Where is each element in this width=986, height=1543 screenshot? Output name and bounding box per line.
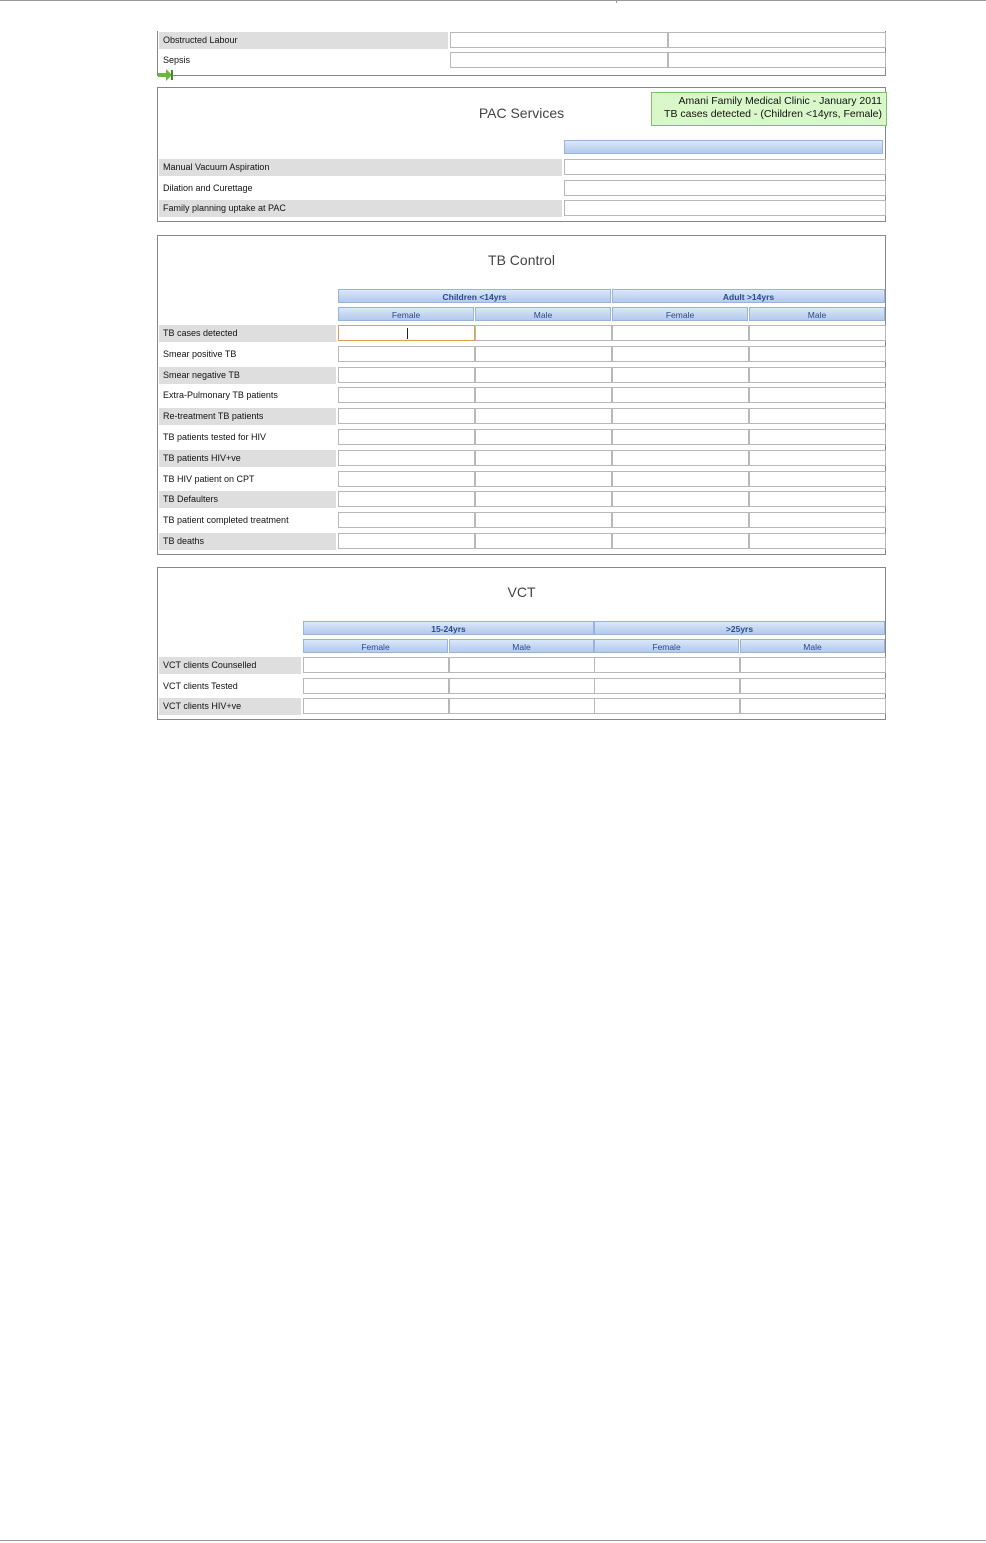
input-extra-pulmonary-tb-patients-1[interactable] bbox=[475, 387, 612, 403]
row-label-extra-pulmonary-tb-patients: Extra-Pulmonary TB patients bbox=[163, 390, 278, 401]
row-label-tb-deaths: TB deaths bbox=[159, 533, 336, 550]
input-smear-negative-tb-3[interactable] bbox=[749, 367, 886, 383]
input-extra-pulmonary-tb-patients-2[interactable] bbox=[612, 387, 749, 403]
input-tb-deaths-2[interactable] bbox=[612, 533, 749, 549]
row-label-tb-defaulters: TB Defaulters bbox=[159, 491, 336, 508]
row-label-dnc: Dilation and Curettage bbox=[163, 183, 253, 193]
header-sub-male-1: Male bbox=[449, 639, 594, 653]
input-tb-hiv-patient-on-cpt-1[interactable] bbox=[475, 471, 612, 487]
input-tb-defaulters-0[interactable] bbox=[338, 491, 475, 507]
header-group-25yrs: >25yrs bbox=[594, 621, 885, 635]
input-extra-pulmonary-tb-patients-3[interactable] bbox=[749, 387, 886, 403]
input-vct-clients-counselled-1[interactable] bbox=[449, 657, 595, 673]
input-re-treatment-tb-patients-3[interactable] bbox=[749, 408, 886, 424]
input-tb-patients-hiv-ve-2[interactable] bbox=[612, 450, 749, 466]
input-vct-clients-counselled-3[interactable] bbox=[740, 657, 886, 673]
input-fp-uptake[interactable] bbox=[564, 200, 886, 216]
input-smear-positive-tb-0[interactable] bbox=[338, 346, 475, 362]
input-tb-patients-tested-for-hiv-3[interactable] bbox=[749, 429, 886, 445]
input-vct-clients-counselled-0[interactable] bbox=[303, 657, 449, 673]
header-sub-female-0: Female bbox=[303, 639, 448, 653]
vct-title: VCT bbox=[507, 584, 536, 600]
input-tb-cases-detected-1[interactable] bbox=[475, 325, 612, 341]
input-extra-pulmonary-tb-patients-0[interactable] bbox=[338, 387, 475, 403]
input-tb-deaths-3[interactable] bbox=[749, 533, 886, 549]
tooltip-line-1: Amani Family Medical Clinic - January 2011 bbox=[678, 95, 882, 107]
pac-title: PAC Services bbox=[478, 105, 565, 121]
row-label-vct-clients-hiv-ve: VCT clients HIV+ve bbox=[159, 698, 301, 715]
input-tb-patients-hiv-ve-1[interactable] bbox=[475, 450, 612, 466]
input-re-treatment-tb-patients-2[interactable] bbox=[612, 408, 749, 424]
input-tb-cases-detected-0[interactable] bbox=[338, 325, 475, 341]
row-label-sepsis: Sepsis bbox=[163, 55, 191, 65]
input-tb-deaths-1[interactable] bbox=[475, 533, 612, 549]
input-tb-patients-hiv-ve-3[interactable] bbox=[749, 450, 886, 466]
input-vct-clients-hiv-ve-1[interactable] bbox=[449, 698, 595, 714]
row-label-tb-patients-hiv-ve: TB patients HIV+ve bbox=[159, 450, 336, 467]
header-sub-male-3: Male bbox=[740, 639, 885, 653]
input-tb-patients-tested-for-hiv-2[interactable] bbox=[612, 429, 749, 445]
input-smear-positive-tb-2[interactable] bbox=[612, 346, 749, 362]
bottom-divider bbox=[0, 1540, 986, 1541]
row-label-re-treatment-tb-patients: Re-treatment TB patients bbox=[159, 408, 336, 425]
row-label-obstructed-labour: Obstructed Labour bbox=[159, 32, 448, 49]
header-sub-female-2: Female bbox=[612, 307, 748, 321]
header-group-children-14yrs: Children <14yrs bbox=[338, 289, 611, 303]
input-vct-clients-tested-3[interactable] bbox=[740, 678, 886, 694]
input-smear-negative-tb-2[interactable] bbox=[612, 367, 749, 383]
input-vct-clients-counselled-2[interactable] bbox=[594, 657, 740, 673]
tooltip-line-2: TB cases detected - (Children <14yrs, Female) bbox=[664, 108, 882, 120]
input-tb-defaulters-3[interactable] bbox=[749, 491, 886, 507]
input-vct-clients-tested-1[interactable] bbox=[449, 678, 595, 694]
input-tb-hiv-patient-on-cpt-0[interactable] bbox=[338, 471, 475, 487]
input-tb-patients-tested-for-hiv-0[interactable] bbox=[338, 429, 475, 445]
input-tb-patient-completed-treatment-1[interactable] bbox=[475, 512, 612, 528]
tb-section bbox=[157, 235, 886, 555]
input-re-treatment-tb-patients-1[interactable] bbox=[475, 408, 612, 424]
input-re-treatment-tb-patients-0[interactable] bbox=[338, 408, 475, 424]
header-sub-male-1: Male bbox=[475, 307, 611, 321]
row-label-fp-uptake: Family planning uptake at PAC bbox=[159, 200, 562, 217]
top-divider bbox=[0, 0, 986, 1]
row-label-smear-positive-tb: Smear positive TB bbox=[163, 348, 237, 359]
maternal-section bbox=[157, 31, 886, 76]
input-tb-deaths-0[interactable] bbox=[338, 533, 475, 549]
pac-column-header bbox=[564, 140, 883, 154]
cell-info-tooltip bbox=[651, 92, 887, 126]
input-sepsis-2[interactable] bbox=[668, 52, 886, 68]
top-divider-tick bbox=[616, 0, 617, 3]
row-label-smear-negative-tb: Smear negative TB bbox=[159, 367, 336, 384]
pac-section bbox=[157, 87, 886, 222]
header-group-15-24yrs: 15-24yrs bbox=[303, 621, 594, 635]
input-tb-cases-detected-3[interactable] bbox=[749, 325, 886, 341]
input-dnc[interactable] bbox=[564, 180, 886, 196]
input-sepsis-1[interactable] bbox=[450, 52, 668, 68]
header-sub-male-3: Male bbox=[749, 307, 885, 321]
input-tb-hiv-patient-on-cpt-2[interactable] bbox=[612, 471, 749, 487]
input-vct-clients-hiv-ve-0[interactable] bbox=[303, 698, 449, 714]
input-vct-clients-hiv-ve-3[interactable] bbox=[740, 698, 886, 714]
input-tb-hiv-patient-on-cpt-3[interactable] bbox=[749, 471, 886, 487]
tb-title: TB Control bbox=[488, 252, 555, 268]
input-tb-patient-completed-treatment-2[interactable] bbox=[612, 512, 749, 528]
vct-section bbox=[157, 567, 886, 720]
input-tb-patients-hiv-ve-0[interactable] bbox=[338, 450, 475, 466]
input-tb-cases-detected-2[interactable] bbox=[612, 325, 749, 341]
input-smear-positive-tb-3[interactable] bbox=[749, 346, 886, 362]
input-tb-defaulters-1[interactable] bbox=[475, 491, 612, 507]
input-tb-patient-completed-treatment-0[interactable] bbox=[338, 512, 475, 528]
input-obstructed-labour-1[interactable] bbox=[450, 32, 668, 48]
input-vct-clients-tested-2[interactable] bbox=[594, 678, 740, 694]
header-group-adult-14yrs: Adult >14yrs bbox=[612, 289, 885, 303]
header-sub-female-0: Female bbox=[338, 307, 474, 321]
input-mva[interactable] bbox=[564, 159, 886, 175]
input-vct-clients-tested-0[interactable] bbox=[303, 678, 449, 694]
row-label-tb-hiv-patient-on-cpt: TB HIV patient on CPT bbox=[163, 473, 255, 484]
row-label-tb-cases-detected: TB cases detected bbox=[159, 325, 336, 342]
input-smear-negative-tb-0[interactable] bbox=[338, 367, 475, 383]
header-sub-female-2: Female bbox=[594, 639, 739, 653]
row-label-tb-patients-tested-for-hiv: TB patients tested for HIV bbox=[163, 432, 267, 442]
input-tb-patient-completed-treatment-3[interactable] bbox=[749, 512, 886, 528]
input-vct-clients-hiv-ve-2[interactable] bbox=[594, 698, 740, 714]
text-cursor bbox=[407, 328, 408, 339]
row-label-mva: Manual Vacuum Aspiration bbox=[159, 159, 562, 176]
input-tb-patients-tested-for-hiv-1[interactable] bbox=[475, 429, 612, 445]
row-label-tb-patient-completed-treatment: TB patient completed treatment bbox=[163, 515, 289, 526]
input-smear-positive-tb-1[interactable] bbox=[475, 346, 612, 362]
input-smear-negative-tb-1[interactable] bbox=[475, 367, 612, 383]
row-label-vct-clients-tested: VCT clients Tested bbox=[163, 680, 238, 691]
arrow-right-icon[interactable] bbox=[158, 69, 174, 81]
input-tb-defaulters-2[interactable] bbox=[612, 491, 749, 507]
row-label-vct-clients-counselled: VCT clients Counselled bbox=[159, 657, 301, 674]
input-obstructed-labour-2[interactable] bbox=[668, 32, 886, 48]
